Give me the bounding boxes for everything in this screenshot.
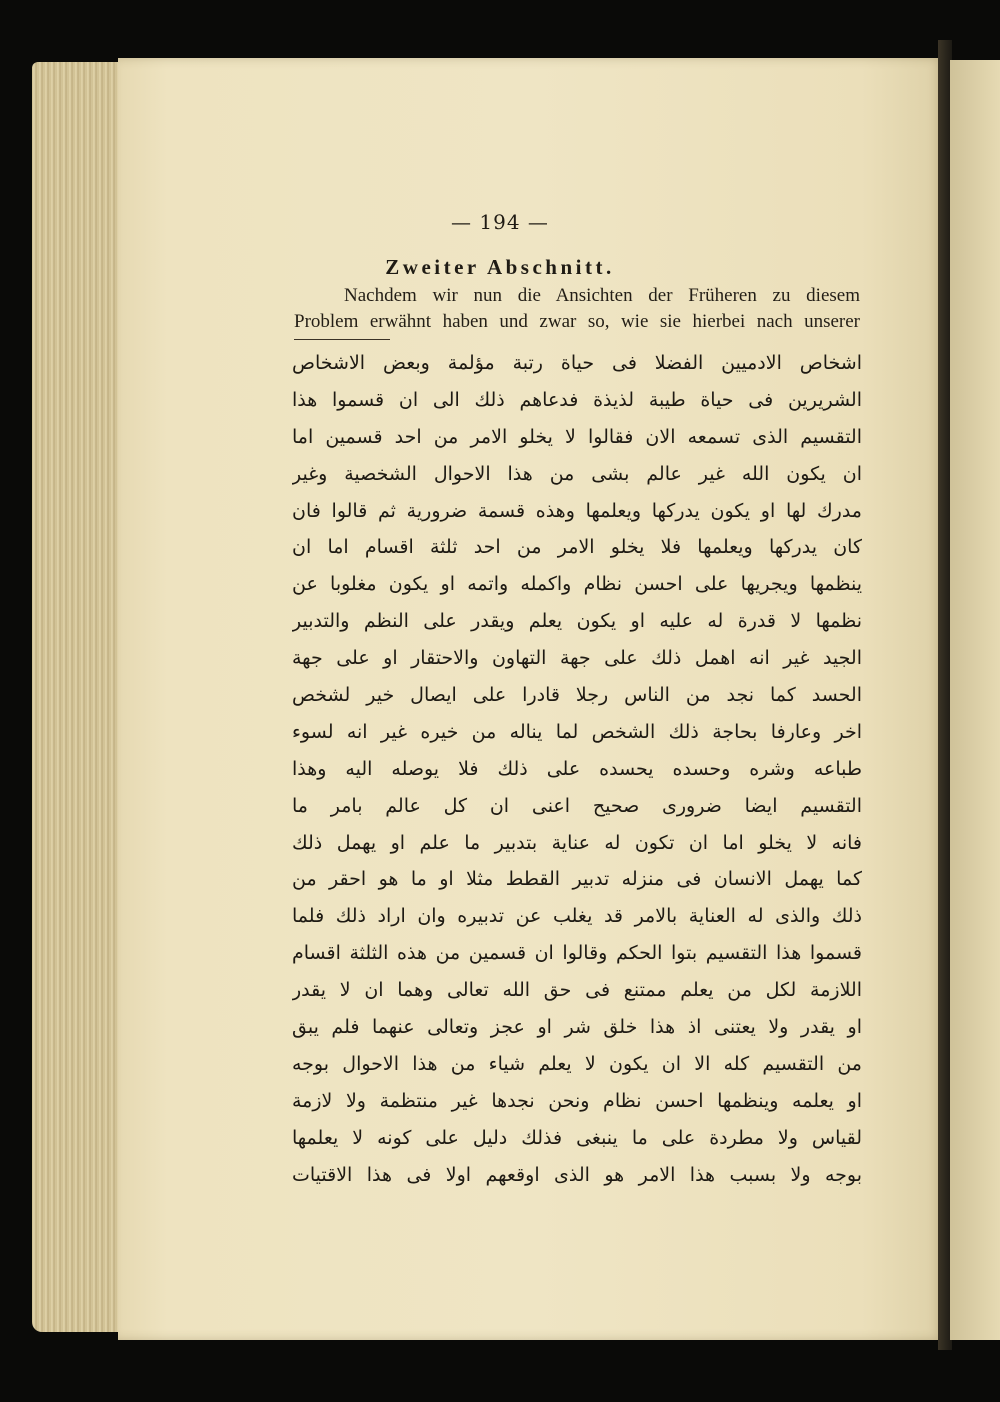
- arabic-line: نظمها لا قدرة له عليه او يكون يعلم ويقدر على النظم والتدبير: [292, 610, 862, 633]
- arabic-line: كما يهمل الانسان فى منزله تدبير القطط مثلا او ما هو احقر من: [292, 868, 862, 891]
- page-number: — 194 —: [451, 210, 549, 234]
- arabic-line: طباعه وشره وحسده يحسده على ذلك فلا يوصله اليه وهذا: [292, 757, 862, 780]
- footnote-rule: [294, 339, 390, 340]
- arabic-line: كان يدركها ويعلمها فلا يخلو الامر من احد ثلثة اقسام اما ان: [292, 536, 862, 559]
- arabic-line: قسموا هذا التقسيم بتوا الحكم وقالوا ان قسمين من هذه الثلثة اقسام: [292, 942, 862, 965]
- arabic-line: التقسيم ايضا ضرورى صحيح اعنى ان كل عالم بامر ما: [292, 794, 862, 817]
- arabic-line: الجيد غير انه اهمل ذلك على جهة التهاون والاحتقار او على جهة: [292, 647, 862, 670]
- arabic-text-block: [292, 345, 862, 1193]
- arabic-line: اللازمة لكل من يعلم ممتنع فى حق الله تعالى وهما ان لا يقدر: [292, 979, 862, 1002]
- german-text-line-1: Nachdem wir nun die Ansichten der Früheren zu diesem: [344, 285, 860, 306]
- arabic-line: ينظمها ويجريها على احسن نظام واكمله واتمه او يكون مغلوبا عن: [292, 573, 862, 596]
- arabic-line: اخر وعارفا بحاجة ذلك الشخص لما يناله من خيره غير انه لسوء: [292, 720, 862, 743]
- arabic-line: بوجه ولا بسبب هذا الامر هو الذى اوقعهم اولا فى هذا الاقتيات: [292, 1163, 862, 1186]
- arabic-line: او يقدر ولا يعتنى اذ هذا خلق شر او عجز وتعالى عنهما فلم يبق: [292, 1016, 862, 1039]
- arabic-line: مدرك لها او يكون يدركها ويعلمها وهذه قسمة ضرورية ثم قالوا فان: [292, 499, 862, 522]
- arabic-line: ذلك والذى له العناية بالامر قد يغلب عن تدبيره وان اراد ذلك فلما: [292, 905, 862, 928]
- arabic-line: فانه لا يخلو اما ان تكون له عناية بتدبير ما علم او يهمل ذلك: [292, 831, 862, 854]
- arabic-line: الشريرين فى حياة طيبة لذيذة فدعاهم ذلك الى ان قسموا هذا: [292, 388, 862, 411]
- arabic-line: او يعلمه وينظمها احسن نظام ونحن نجدها غير منتظمة ولا لازمة: [292, 1089, 862, 1112]
- arabic-line: اشخاص الادميين الفضلا فى حياة رتبة مؤلمة وبعض الاشخاص: [292, 352, 862, 374]
- arabic-line: من التقسيم كله الا ان يكون لا يعلم شياء من هذا الاحوال بوجه: [292, 1052, 862, 1075]
- arabic-line: الحسد كما نجد من الناس رجلا قادرا على ايصال خير لشخص: [292, 684, 862, 707]
- german-text-line-2: Problem erwähnt haben und zwar so, wie sie hierbei nach unserer: [294, 311, 860, 332]
- facing-page-edge: [950, 60, 1000, 1340]
- arabic-line: لقياس ولا مطردة على ما ينبغى فذلك دليل على كونه لا يعلمها: [292, 1126, 862, 1149]
- arabic-line: التقسيم الذى تسمعه الان فقالوا لا يخلو الامر من احد قسمين اما: [292, 425, 862, 448]
- section-heading: Zweiter Abschnitt.: [385, 255, 615, 279]
- arabic-line: ان يكون الله غير عالم بشى من هذا الاحوال الشخصية وغير: [292, 462, 862, 485]
